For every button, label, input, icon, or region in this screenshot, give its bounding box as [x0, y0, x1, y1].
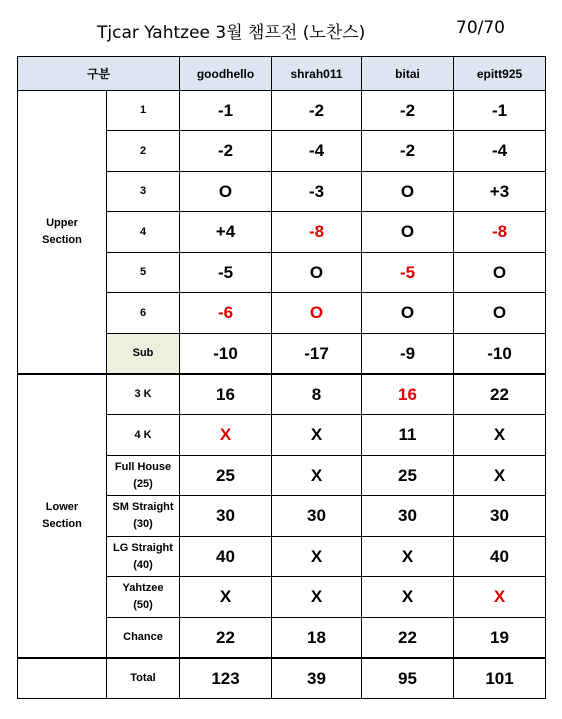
score-cell: 30	[454, 496, 546, 537]
score-cell: X	[272, 537, 362, 577]
row-label: 3 K	[107, 374, 180, 415]
score-cell: O	[272, 253, 362, 293]
row-label: 1	[107, 91, 180, 131]
score-cell: 40	[180, 537, 272, 577]
score-cell: O	[180, 172, 272, 212]
upper-section-label: Upper Section	[18, 91, 107, 375]
score-cell: 30	[272, 496, 362, 537]
column-header-player-3: bitai	[362, 57, 454, 91]
score-cell: 22	[362, 618, 454, 659]
score-cell: X	[272, 577, 362, 618]
subtotal-cell: -10	[454, 334, 546, 375]
score-cell: X	[272, 415, 362, 456]
column-header-player-1: goodhello	[180, 57, 272, 91]
score-cell: O	[454, 253, 546, 293]
subtotal-cell: -10	[180, 334, 272, 375]
score-cell: 22	[454, 374, 546, 415]
score-cell: 11	[362, 415, 454, 456]
score-cell: -4	[272, 131, 362, 172]
score-cell-highlight: O	[272, 293, 362, 334]
column-header-player-4: epitt925	[454, 57, 546, 91]
score-cell: -3	[272, 172, 362, 212]
row-label: 4 K	[107, 415, 180, 456]
total-cell: 101	[454, 658, 546, 699]
score-cell-highlight: X	[454, 577, 546, 618]
score-cell: -4	[454, 131, 546, 172]
score-cell: -2	[362, 91, 454, 131]
score-cell: -2	[180, 131, 272, 172]
total-label: Total	[107, 658, 180, 699]
score-cell: O	[362, 172, 454, 212]
subtotal-label: Sub	[107, 334, 180, 375]
row-label: 4	[107, 212, 180, 253]
progress-counter: 70/70	[456, 18, 505, 38]
score-table	[17, 56, 546, 699]
column-header-player-2: shrah011	[272, 57, 362, 91]
score-cell-highlight: X	[180, 415, 272, 456]
title-row	[0, 18, 562, 46]
score-cell: 25	[362, 456, 454, 496]
score-cell: X	[454, 456, 546, 496]
score-cell-highlight: -8	[454, 212, 546, 253]
score-cell: X	[180, 577, 272, 618]
score-cell: O	[454, 293, 546, 334]
table-header-row	[18, 57, 546, 91]
score-cell: X	[362, 577, 454, 618]
total-cell: 123	[180, 658, 272, 699]
score-cell-highlight: -5	[362, 253, 454, 293]
row-label: 6	[107, 293, 180, 334]
score-cell: 40	[454, 537, 546, 577]
score-cell: X	[454, 415, 546, 456]
row-label: LG Straight (40)	[107, 537, 180, 577]
lower-section-label: Lower Section	[18, 374, 107, 658]
table-row	[18, 91, 546, 131]
subtotal-cell: -9	[362, 334, 454, 375]
score-cell: -2	[362, 131, 454, 172]
score-cell: 22	[180, 618, 272, 659]
score-cell: +4	[180, 212, 272, 253]
score-cell-highlight: 16	[362, 374, 454, 415]
score-cell: 8	[272, 374, 362, 415]
score-cell: -1	[454, 91, 546, 131]
row-label: SM Straight (30)	[107, 496, 180, 537]
score-cell: 30	[180, 496, 272, 537]
row-label: Full House (25)	[107, 456, 180, 496]
page-title: Tjcar Yahtzee 3월 챔프전 (노찬스)	[97, 23, 366, 43]
score-cell: 18	[272, 618, 362, 659]
row-label: 3	[107, 172, 180, 212]
table-row	[18, 374, 546, 415]
score-cell: 25	[180, 456, 272, 496]
total-spacer	[18, 658, 107, 699]
score-cell: 16	[180, 374, 272, 415]
column-header-category: 구분	[18, 57, 180, 91]
row-label: 2	[107, 131, 180, 172]
score-cell: 19	[454, 618, 546, 659]
score-cell: -1	[180, 91, 272, 131]
score-cell: 30	[362, 496, 454, 537]
score-cell: O	[362, 293, 454, 334]
total-cell: 95	[362, 658, 454, 699]
total-row	[18, 658, 546, 699]
score-cell: X	[362, 537, 454, 577]
score-cell: -2	[272, 91, 362, 131]
score-cell: -5	[180, 253, 272, 293]
row-label: 5	[107, 253, 180, 293]
subtotal-cell: -17	[272, 334, 362, 375]
score-cell: O	[362, 212, 454, 253]
row-label: Chance	[107, 618, 180, 659]
score-cell-highlight: -6	[180, 293, 272, 334]
row-label: Yahtzee (50)	[107, 577, 180, 618]
score-cell-highlight: -8	[272, 212, 362, 253]
score-cell: +3	[454, 172, 546, 212]
total-cell: 39	[272, 658, 362, 699]
score-cell: X	[272, 456, 362, 496]
